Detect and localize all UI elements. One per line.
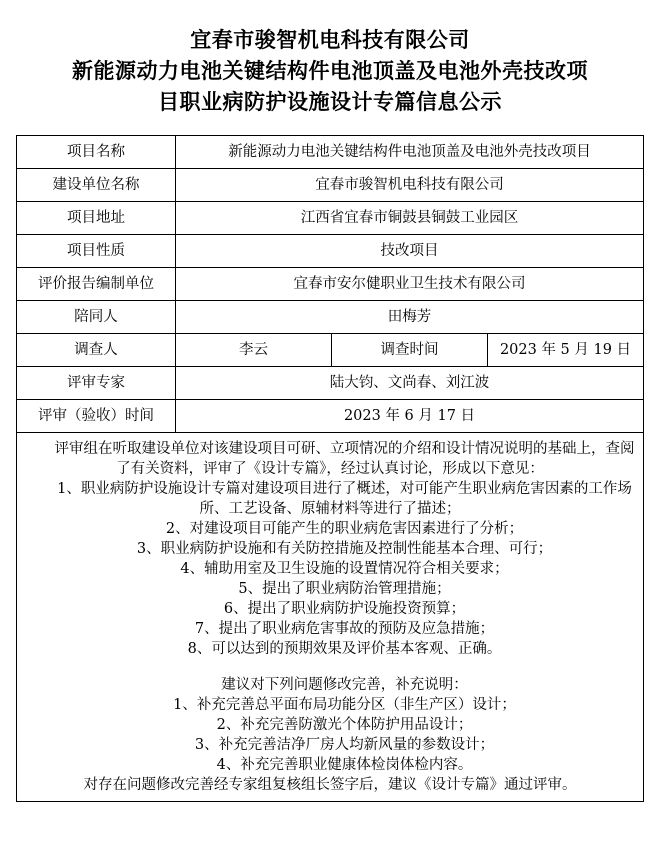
table-row xyxy=(17,136,644,169)
row-value-accompanist: 田梅芳 xyxy=(176,301,644,334)
page-title-line-3: 目职业病防护设施设计专篇信息公示 xyxy=(158,89,502,114)
page-title-line-1: 宜春市骏智机电科技有限公司 xyxy=(190,27,470,52)
info-table xyxy=(16,135,644,802)
suggestion-title: 建议对下列问题修改完善，补充说明： xyxy=(221,677,468,693)
table-row xyxy=(17,235,644,268)
opinion-item-6: 6、提出了职业病防护设施投资预算； xyxy=(223,601,466,617)
opinion-item-3: 3、职业病防护设施和有关防控措施及控制性能基本合理、可行； xyxy=(136,541,553,557)
page-title-line-2: 新能源动力电池关键结构件电池顶盖及电池外壳技改项 xyxy=(72,58,588,83)
row-label-project-name: 项目名称 xyxy=(17,136,176,169)
opinion-item-8: 8、可以达到的预期效果及评价基本客观、正确。 xyxy=(187,641,502,657)
row-label-project-nature: 项目性质 xyxy=(17,235,176,268)
suggestion-item-2: 2、补充完善防激光个体防护用品设计； xyxy=(216,717,473,733)
row-value-surveyor: 李云 xyxy=(176,334,332,367)
row-value-project-name: 新能源动力电池关键结构件电池顶盖及电池外壳技改项目 xyxy=(176,136,644,169)
opinion-item-4: 4、辅助用室及卫生设施的设置情况符合相关要求； xyxy=(180,561,509,577)
row-value-survey-time: 2023 年 5 月 19 日 xyxy=(488,334,644,367)
suggestion-item-3: 3、补充完善洁净厂房人均新风量的参数设计； xyxy=(194,737,495,753)
row-value-company-name: 宜春市骏智机电科技有限公司 xyxy=(176,169,644,202)
opinion-item-5: 5、提出了职业病防治管理措施； xyxy=(238,581,451,597)
table-row xyxy=(17,367,644,400)
table-row xyxy=(17,301,644,334)
conclusion-text: 对存在问题修改完善经专家组复核组长签字后，建议《设计专篇》通过评审。 xyxy=(83,777,577,793)
page-title xyxy=(22,24,638,117)
opinion-item-2: 2、对建设项目可能产生的职业病危害因素进行了分析； xyxy=(165,521,524,537)
row-label-accompanist: 陪同人 xyxy=(17,301,176,334)
suggestion-item-1: 1、补充完善总平面布局功能分区（非生产区）设计； xyxy=(173,697,516,713)
row-value-experts: 陆大钧、文尚春、刘江波 xyxy=(176,367,644,400)
row-label-project-address: 项目地址 xyxy=(17,202,176,235)
table-row xyxy=(17,268,644,301)
opinion-item-1: 1、职业病防护设施设计专篇对建设项目进行了概述，对可能产生职业病危害因素的工作场所、工艺设备、原辅材料等进行了描述； xyxy=(57,481,632,517)
row-label-surveyor: 调查人 xyxy=(17,334,176,367)
row-label-company-name: 建设单位名称 xyxy=(17,169,176,202)
table-row xyxy=(17,202,644,235)
paragraph-spacer xyxy=(21,659,639,675)
row-label-review-time: 评审（验收）时间 xyxy=(17,400,176,433)
row-value-report-unit: 宜春市安尔健职业卫生技术有限公司 xyxy=(176,268,644,301)
row-label-survey-time: 调查时间 xyxy=(332,334,488,367)
suggestion-item-4: 4、补充完善职业健康体检岗体检内容。 xyxy=(216,757,473,773)
row-label-experts: 评审专家 xyxy=(17,367,176,400)
opinion-intro: 评审组在听取建设单位对该建设项目可研、立项情况的介绍和设计情况说明的基础上，查阅了有关资料，评审了《设计专篇》，经过认真讨论，形成以下意见： xyxy=(54,441,635,477)
table-row-opinion xyxy=(17,433,644,802)
table-row xyxy=(17,400,644,433)
row-value-review-time: 2023 年 6 月 17 日 xyxy=(176,400,644,433)
review-opinion-cell xyxy=(17,433,644,802)
row-label-report-unit: 评价报告编制单位 xyxy=(17,268,176,301)
opinion-item-7: 7、提出了职业病危害事故的预防及应急措施； xyxy=(194,621,495,637)
row-value-project-nature: 技改项目 xyxy=(176,235,644,268)
table-row-survey xyxy=(17,334,644,367)
row-value-project-address: 江西省宜春市铜鼓县铜鼓工业园区 xyxy=(176,202,644,235)
table-row xyxy=(17,169,644,202)
